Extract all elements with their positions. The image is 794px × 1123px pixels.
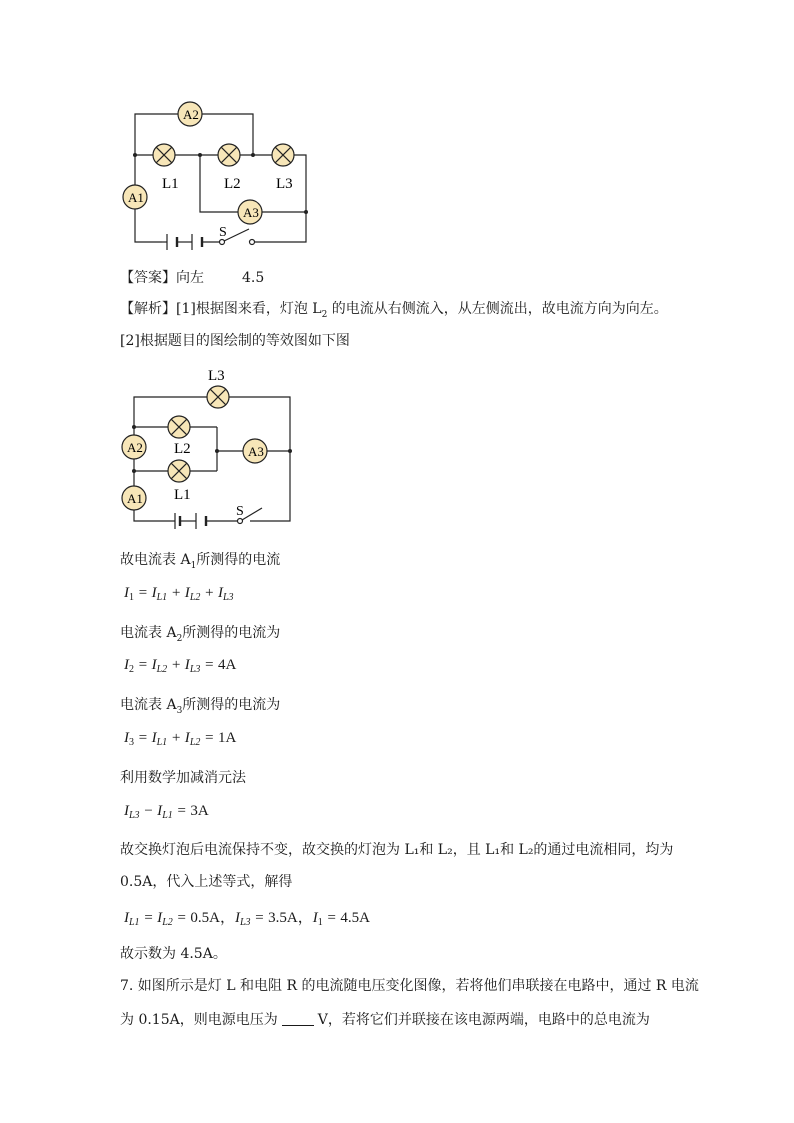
conclusion-text: 故示数为 4.5A。 [120,946,227,962]
svg-text:A1: A1 [128,190,144,205]
svg-text:A3: A3 [243,205,259,220]
lamp-l1 [153,144,175,166]
lamp-label-l3-eq: L3 [208,368,225,384]
ammeter-a3 [238,200,262,224]
step-a2-text: 电流表 $A_2$所测得的电流为 [120,625,281,644]
lamp-l1-equivalent [168,460,190,482]
ammeter-a2-equivalent [122,435,146,459]
answer-blank[interactable] [282,1011,314,1026]
answer-line [120,268,264,288]
svg-text:A1: A1 [127,491,143,506]
analysis-label: 【解析】 [120,301,176,317]
answer-label: 【答案】 [120,270,176,286]
ammeter-a1-equivalent [122,486,146,510]
lamp-label-l1-eq: L1 [174,487,191,503]
step-a1-text: 故电流表 $A_1$所测得的电流 [120,552,281,571]
equation-difference: $I_{L3} - I_{L1} = 3A$ [124,803,209,821]
switch-label-1: S [219,225,227,240]
lamp-l3-equivalent [207,386,229,408]
equation-i3: $I_3 = I_{L1} + I_{L2} = 1A$ [124,730,237,748]
switch-label-2: S [236,504,244,519]
question-7-line-2: 为 0.15A，则电源电压为 V，若将它们并联接在该电源两端，电路中的总电流为 [120,1012,650,1028]
lamp-l3 [272,144,294,166]
lamp-l2-equivalent [168,416,190,438]
answer-value-2: 4.5 [242,270,265,286]
equation-i1: $I_1 = I_{L1} + I_{L2} + I_{L3}$ [124,585,234,603]
svg-text:A2: A2 [183,107,199,122]
analysis-line-1: 【解析】[1]根据图来看，灯泡 $L_2$ 的电流从右侧流入，从左侧流出，故电流方向为向左。 [120,301,668,320]
analysis-line-2: [2]根据题目的图绘制的等效图如下图 [120,333,350,349]
step-a3-text: 电流表 $A_3$所测得的电流为 [120,697,281,716]
circuit-diagram-1 [110,92,320,252]
lamp-l2 [218,144,240,166]
equation-result: $I_{L1} = I_{L2} = 0.5A$，$I_{L3} = 3.5A$，$I_1 = 4.5A$ [124,910,370,928]
answer-value-1: 向左 [176,270,204,286]
equation-i2: $I_2 = I_{L2} + I_{L3} = 4A$ [124,657,237,675]
circuit-diagram-2 [112,360,312,530]
question-7-line-1: 7. 如图所示是灯 L 和电阻 R 的电流随电压变化图像，若将他们串联接在电路中，通过 R 电流 [120,978,699,994]
svg-text:A2: A2 [127,440,143,455]
step-swap-line-1: 故交换灯泡后电流保持不变，故交换的灯泡为 L₁和 L₂，且 L₁和 L₂的通过电流相同，均为 [120,842,674,858]
lamp-label-l1: L1 [162,176,179,192]
svg-text:A3: A3 [248,444,264,459]
step-swap-line-2: 0.5A，代入上述等式，解得 [120,874,293,890]
lamp-label-l2: L2 [224,176,241,192]
step-method-text: 利用数学加减消元法 [120,770,246,786]
ammeter-a2 [178,102,202,126]
ammeter-a3-equivalent [243,439,267,463]
ammeter-a1 [123,185,147,209]
lamp-label-l2-eq: L2 [174,441,191,457]
lamp-label-l3: L3 [276,176,293,192]
